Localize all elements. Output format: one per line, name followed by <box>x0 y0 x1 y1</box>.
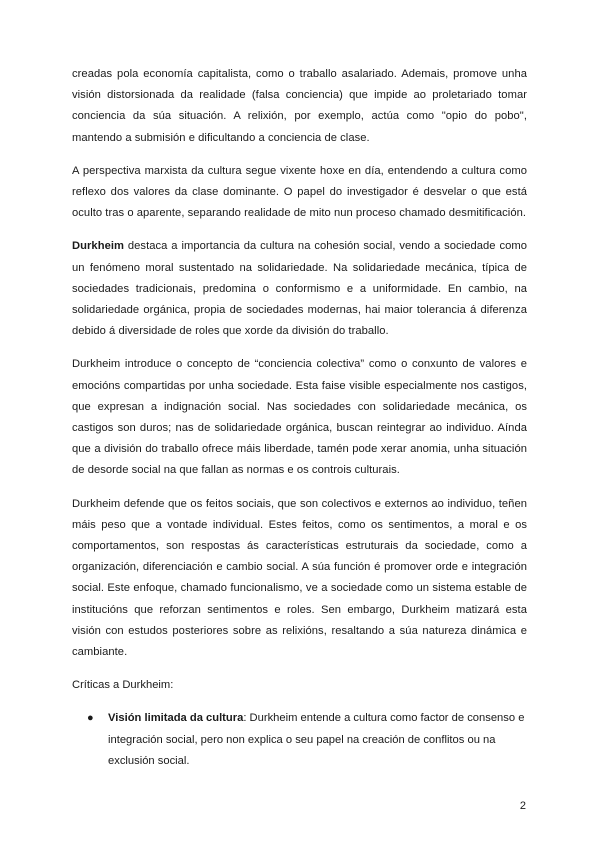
paragraph-text: Durkheim introduce o concepto de “conciencia colectiva” como o conxunto de valores e emocións compartidas por unha sociedade. Esta faise visible especialmente nos castigos, que expresan a indignación social. Nas sociedades con solidariedade mecánica, os castigos son duros; nas de solidariedade orgánica, buscan reintegrar ao individuo. Aínda que a división do traballo ofrece máis liberdade, tamén pode xerar anomia, unha situación de desorde social na que fallan as normas e os controis culturais. <box>72 358 527 477</box>
paragraph-marxist-continuation <box>72 64 527 149</box>
paragraph-text: A perspectiva marxista da cultura segue vixente hoxe en día, entendendo a cultura como reflexo dos valores da clase dominante. O papel do investigador é desvelar o que está oculto tras o aparente, separando realidade de mito nun proceso chamado desmitificación. <box>72 164 527 220</box>
paragraph-text: creadas pola economía capitalista, como o traballo asalariado. Ademais, promove unha visión distorsionada da realidade (falsa conciencia) que impide ao proletariado tomar conciencia da súa situación. A relixión, por exemplo, actúa como "opio do pobo", mantendo a submisión e dificultando a conciencia de clase. <box>72 68 527 144</box>
document-page <box>72 64 527 772</box>
bullet-bold-term: Visión limitada da cultura <box>108 712 244 725</box>
page-number: 2 <box>519 800 526 812</box>
critiques-heading: Críticas a Durkheim: <box>72 679 174 692</box>
durkheim-bold-term: Durkheim <box>72 240 125 253</box>
list-item <box>72 708 527 772</box>
paragraph-text: destaca a importancia da cultura na cohesión social, vendo a sociedade como un fenómeno moral sustentado na solidariedade. Na solidariedade mecánica, típica de sociedades tradicionais, predomina o conformismo e a uniformidade. En cambio, na solidariedade orgánica, propia de sociedades modernas, hai maior tolerancia á diferenza debido á diversidade de roles que xorde da división do traballo. <box>72 240 527 338</box>
paragraph-social-facts <box>72 494 527 664</box>
critiques-list <box>72 708 527 772</box>
paragraph-marxist-perspective <box>72 161 527 225</box>
bullet-icon: ● <box>87 712 94 725</box>
paragraph-collective-conscience <box>72 354 527 481</box>
paragraph-text: Durkheim defende que os feitos sociais, que son colectivos e externos ao individuo, teñen máis peso que a vontade individual. Estes feitos, como os sentimentos, a moral e os comportamentos, son respostas ás características estruturais da sociedade, como a organización, diferenciación e cambio social. A súa función é promover orde e integración social. Este enfoque, chamado funcionalismo, ve a sociedade como un sistema estable de institucións que reforzan sentimentos e roles. Sen embargo, Durkheim matizará esta visión con estudos posteriores sobre as relixións, resaltando a súa natureza dinámica e cambiante. <box>72 497 527 659</box>
bullet-text: : Durkheim entende a cultura como factor de consenso e integración social, pero non explica o seu papel na creación de conflitos ou na exclusión social. <box>108 712 525 767</box>
paragraph-durkheim-intro <box>72 236 527 342</box>
